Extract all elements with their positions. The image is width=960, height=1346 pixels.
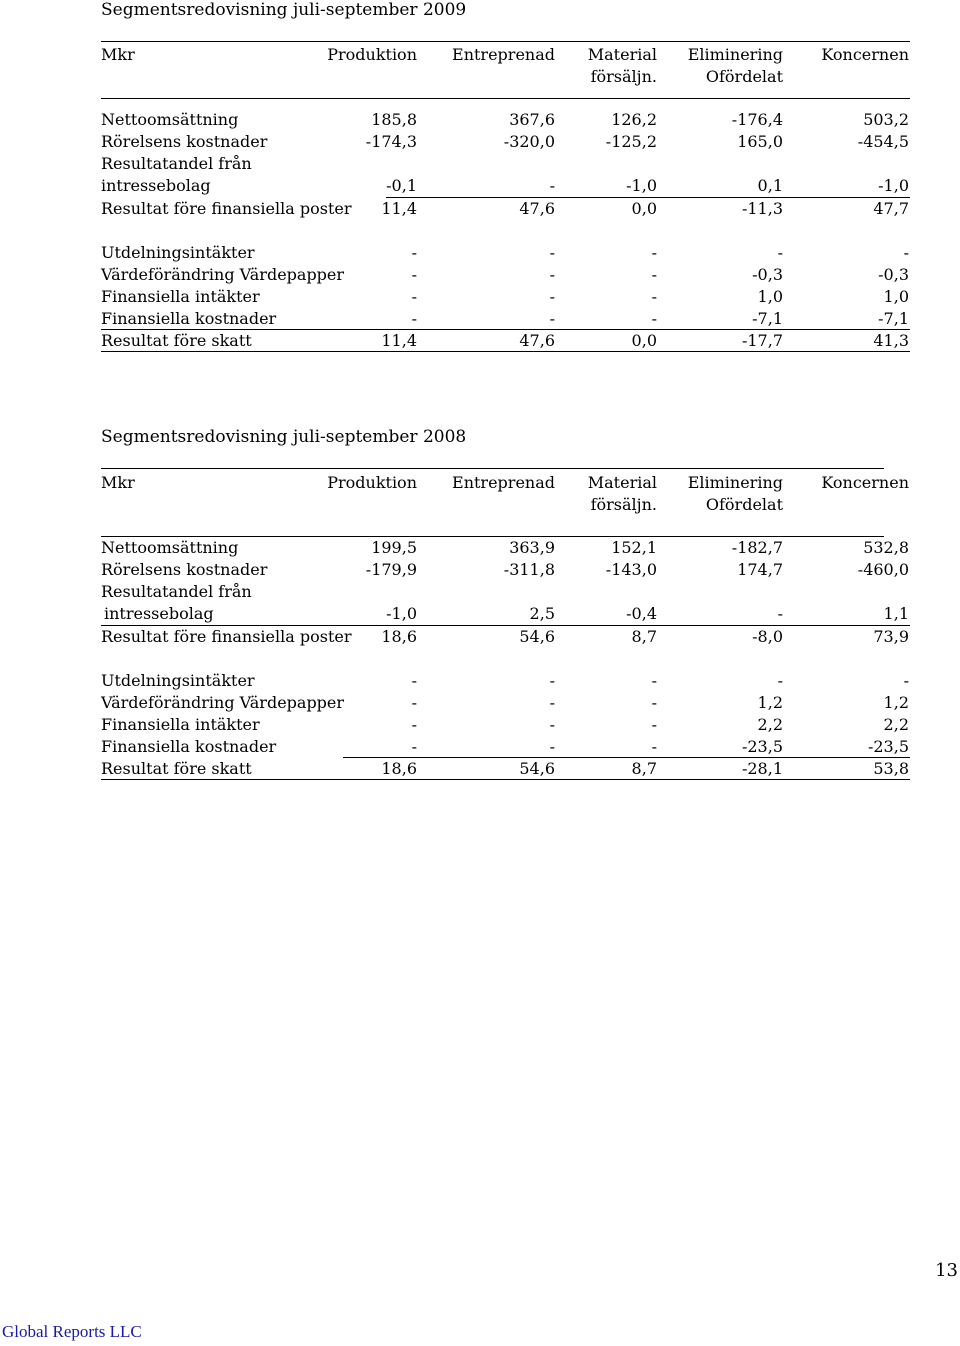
footer-publisher: Global Reports LLC [2, 1322, 142, 1341]
value-material: 8,7 [631, 627, 657, 646]
header-eliminering: Eliminering [687, 45, 783, 64]
value-eliminering: -176,4 [731, 110, 783, 129]
value-produktion: - [411, 265, 417, 284]
section-title-2009: Segmentsredovisning juli-september 2009 [101, 0, 467, 20]
value-produktion: - [411, 671, 417, 690]
header-material: Material [587, 45, 657, 64]
value-material: - [651, 715, 657, 734]
value-material: - [651, 693, 657, 712]
value-koncernen: -7,1 [878, 309, 909, 328]
row-label: Värdeförändring Värdepapper [101, 693, 345, 712]
value-material: - [651, 671, 657, 690]
value-produktion: -0,1 [386, 176, 417, 195]
value-entreprenad: - [549, 715, 555, 734]
value-entreprenad: 367,6 [509, 110, 555, 129]
value-material: - [651, 265, 657, 284]
value-material: - [651, 243, 657, 262]
header-bottom-rule [101, 98, 910, 99]
value-entreprenad: - [549, 176, 555, 195]
value-produktion: - [411, 309, 417, 328]
value-produktion: 11,4 [381, 199, 417, 218]
page-number: 13 [935, 1260, 958, 1281]
total-rule [101, 329, 910, 330]
value-eliminering: 0,1 [757, 176, 783, 195]
value-produktion: 18,6 [381, 759, 417, 778]
value-entreprenad: 47,6 [519, 199, 555, 218]
row-label: Utdelningsintäkter [101, 671, 255, 690]
value-eliminering: -11,3 [741, 199, 783, 218]
row-label: Resultat före finansiella poster [101, 199, 352, 218]
value-material: 0,0 [631, 199, 657, 218]
header-entreprenad: Entreprenad [452, 45, 555, 64]
value-eliminering: - [777, 243, 783, 262]
value-eliminering: 165,0 [737, 132, 783, 151]
value-produktion: 199,5 [371, 538, 417, 557]
value-eliminering: -23,5 [741, 737, 783, 756]
row-label: Nettoomsättning [101, 110, 239, 129]
row-label: Resultatandel från [101, 154, 252, 173]
subtotal-rule [101, 625, 910, 626]
row-label: Utdelningsintäkter [101, 243, 255, 262]
value-koncernen: 73,9 [873, 627, 909, 646]
value-material: -125,2 [605, 132, 657, 151]
row-label: Finansiella kostnader [101, 309, 277, 328]
header-eliminering: Eliminering [687, 473, 783, 492]
value-produktion: - [411, 715, 417, 734]
row-label: Finansiella intäkter [101, 287, 260, 306]
value-produktion: - [411, 693, 417, 712]
value-material: 152,1 [611, 538, 657, 557]
total-bottom-rule [101, 779, 910, 780]
value-entreprenad: - [549, 287, 555, 306]
header-mkr: Mkr [101, 473, 135, 492]
header-eliminering-line2: Ofördelat [705, 67, 783, 86]
value-material: 0,0 [631, 331, 657, 350]
header-koncernen: Koncernen [821, 45, 909, 64]
value-koncernen: -23,5 [867, 737, 909, 756]
value-material: - [651, 309, 657, 328]
value-eliminering: -17,7 [741, 331, 783, 350]
header-produktion: Produktion [327, 473, 417, 492]
row-label: Finansiella intäkter [101, 715, 260, 734]
value-entreprenad: - [549, 309, 555, 328]
row-label: Resultat före skatt [101, 759, 252, 778]
value-entreprenad: 2,5 [529, 604, 555, 623]
value-koncernen: 47,7 [873, 199, 909, 218]
value-koncernen: 2,2 [883, 715, 909, 734]
value-material: - [651, 287, 657, 306]
value-koncernen: - [903, 243, 909, 262]
value-material: - [651, 737, 657, 756]
row-label: intressebolag [101, 176, 211, 195]
value-koncernen: -460,0 [857, 560, 909, 579]
header-mkr: Mkr [101, 45, 135, 64]
header-material: Material [587, 473, 657, 492]
value-entreprenad: - [549, 737, 555, 756]
value-koncernen: 53,8 [873, 759, 909, 778]
value-produktion: -1,0 [386, 604, 417, 623]
value-material: -1,0 [626, 176, 657, 195]
subtotal-rule [386, 197, 910, 198]
value-material: 8,7 [631, 759, 657, 778]
value-eliminering: -28,1 [741, 759, 783, 778]
header-top-rule [101, 41, 910, 42]
value-produktion: - [411, 287, 417, 306]
value-produktion: 185,8 [371, 110, 417, 129]
header-material-line2: försäljn. [590, 495, 657, 514]
value-entreprenad: 363,9 [509, 538, 555, 557]
row-label: Rörelsens kostnader [101, 132, 268, 151]
value-eliminering: -182,7 [731, 538, 783, 557]
row-label: Nettoomsättning [101, 538, 239, 557]
row-label: Rörelsens kostnader [101, 560, 268, 579]
value-eliminering: 2,2 [757, 715, 783, 734]
header-top-rule [101, 468, 884, 469]
value-entreprenad: 54,6 [519, 759, 555, 778]
value-entreprenad: 47,6 [519, 331, 555, 350]
value-koncernen: 532,8 [863, 538, 909, 557]
value-produktion: 18,6 [381, 627, 417, 646]
row-label: Värdeförändring Värdepapper [101, 265, 345, 284]
value-eliminering: 1,2 [757, 693, 783, 712]
value-material: 126,2 [611, 110, 657, 129]
value-entreprenad: -320,0 [503, 132, 555, 151]
row-label: Finansiella kostnader [101, 737, 277, 756]
value-material: -0,4 [626, 604, 657, 623]
value-entreprenad: - [549, 671, 555, 690]
value-eliminering: -7,1 [752, 309, 783, 328]
header-bottom-rule [101, 536, 884, 537]
value-eliminering: -8,0 [752, 627, 783, 646]
value-koncernen: 1,1 [883, 604, 909, 623]
header-material-line2: försäljn. [590, 67, 657, 86]
value-koncernen: -1,0 [878, 176, 909, 195]
header-eliminering-line2: Ofördelat [705, 495, 783, 514]
value-eliminering: - [777, 671, 783, 690]
value-koncernen: 503,2 [863, 110, 909, 129]
value-koncernen: - [903, 671, 909, 690]
value-eliminering: -0,3 [752, 265, 783, 284]
value-entreprenad: - [549, 243, 555, 262]
header-koncernen: Koncernen [821, 473, 909, 492]
value-koncernen: 41,3 [873, 331, 909, 350]
row-label: Resultat före skatt [101, 331, 252, 350]
row-label: Resultatandel från [101, 582, 252, 601]
total-bottom-rule [101, 351, 910, 352]
value-produktion: - [411, 243, 417, 262]
value-eliminering: 174,7 [737, 560, 783, 579]
value-material: -143,0 [605, 560, 657, 579]
row-label: Resultat före finansiella poster [101, 627, 352, 646]
total-rule [343, 757, 910, 758]
header-produktion: Produktion [327, 45, 417, 64]
value-produktion: -174,3 [365, 132, 417, 151]
value-entreprenad: 54,6 [519, 627, 555, 646]
row-label: intressebolag [104, 604, 214, 623]
value-koncernen: -0,3 [878, 265, 909, 284]
section-title-2008: Segmentsredovisning juli-september 2008 [101, 427, 467, 447]
value-produktion: 11,4 [381, 331, 417, 350]
value-produktion: -179,9 [365, 560, 417, 579]
value-koncernen: -454,5 [857, 132, 909, 151]
value-entreprenad: - [549, 693, 555, 712]
value-eliminering: 1,0 [757, 287, 783, 306]
value-produktion: - [411, 737, 417, 756]
value-koncernen: 1,0 [883, 287, 909, 306]
value-entreprenad: - [549, 265, 555, 284]
value-koncernen: 1,2 [883, 693, 909, 712]
value-eliminering: - [777, 604, 783, 623]
header-entreprenad: Entreprenad [452, 473, 555, 492]
value-entreprenad: -311,8 [503, 560, 555, 579]
